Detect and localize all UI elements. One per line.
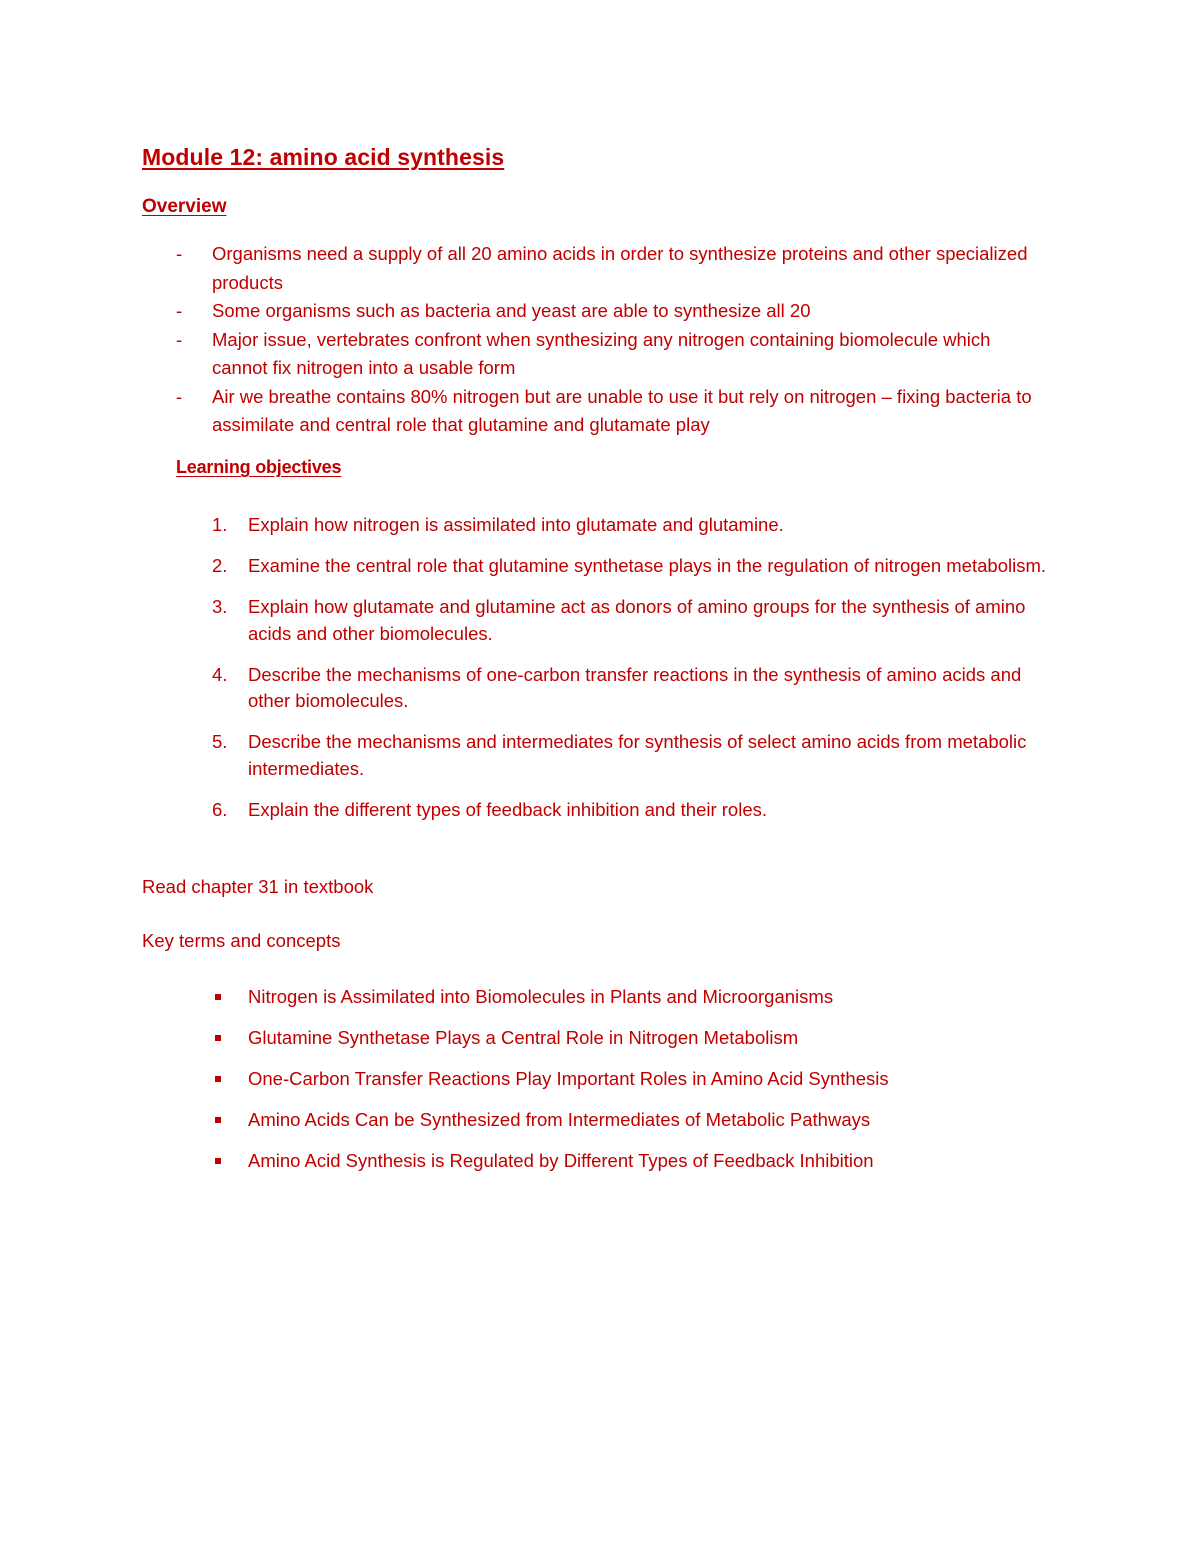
objective-text: Explain how glutamate and glutamine act as donors of amino groups for the synthesis of amino acids and other biomolecules. xyxy=(248,596,1026,644)
overview-item-text: Some organisms such as bacteria and yeast are able to synthesize all 20 xyxy=(212,300,811,321)
key-term-text: Amino Acids Can be Synthesized from Intermediates of Metabolic Pathways xyxy=(248,1109,871,1130)
key-term-item xyxy=(142,1066,1052,1092)
objective-text: Examine the central role that glutamine synthetase plays in the regulation of nitrogen metabolism. xyxy=(248,555,1047,576)
objective-number: 5. xyxy=(212,731,228,752)
key-term-text: Glutamine Synthetase Plays a Central Role in Nitrogen Metabolism xyxy=(248,1027,799,1048)
objective-number: 6. xyxy=(212,798,228,820)
key-terms-heading: Key terms and concepts xyxy=(142,930,341,951)
key-term-text: One-Carbon Transfer Reactions Play Important Roles in Amino Acid Synthesis xyxy=(248,1068,889,1089)
square-bullet-icon xyxy=(215,994,221,1000)
square-bullet-icon xyxy=(215,1035,221,1041)
dash-bullet-icon: - xyxy=(176,243,183,264)
learning-objectives-list xyxy=(142,512,1052,838)
overview-item xyxy=(142,297,1042,326)
objective-item xyxy=(142,553,1052,580)
reading-assignment: Read chapter 31 in textbook xyxy=(142,876,374,897)
objective-text: Describe the mechanisms and intermediates for synthesis of select amino acids from metabolic intermediates. xyxy=(248,731,1027,779)
key-term-item xyxy=(142,1107,1052,1133)
dash-bullet-icon: - xyxy=(176,300,183,321)
overview-item xyxy=(142,240,1042,297)
objective-item xyxy=(142,729,1052,782)
objective-text: Explain the different types of feedback inhibition and their roles. xyxy=(248,798,768,820)
overview-item-text: Major issue, vertebrates confront when synthesizing any nitrogen containing biomolecule which cannot fix nitrogen into a usable form xyxy=(212,328,991,378)
key-terms-list xyxy=(142,984,1052,1189)
square-bullet-icon xyxy=(215,1158,221,1164)
learning-objectives-heading: Learning objectives xyxy=(176,457,342,477)
objective-number: 2. xyxy=(212,555,228,576)
objective-text: Describe the mechanisms of one-carbon transfer reactions in the synthesis of amino acids and other biomolecules. xyxy=(248,663,1022,711)
overview-list xyxy=(142,240,1042,440)
objective-item xyxy=(142,594,1052,647)
objective-number: 1. xyxy=(212,514,228,535)
key-term-item xyxy=(142,1148,1052,1174)
overview-item-text: Organisms need a supply of all 20 amino acids in order to synthesize proteins and other specialized products xyxy=(212,243,1028,293)
overview-heading: Overview xyxy=(142,196,227,217)
objective-number: 3. xyxy=(212,596,228,617)
dash-bullet-icon: - xyxy=(176,385,183,407)
overview-item xyxy=(142,326,1042,383)
objective-item xyxy=(142,662,1052,715)
page-title: Module 12: amino acid synthesis xyxy=(142,144,505,170)
objective-number: 4. xyxy=(212,663,228,685)
dash-bullet-icon: - xyxy=(176,328,183,350)
key-term-item xyxy=(142,1025,1052,1051)
square-bullet-icon xyxy=(215,1117,221,1123)
overview-item xyxy=(142,383,1042,440)
objective-text: Explain how nitrogen is assimilated into glutamate and glutamine. xyxy=(248,514,784,535)
overview-item-text: Air we breathe contains 80% nitrogen but are unable to use it but rely on nitrogen – fixing bacteria to assimilate and central role that glutamine and glutamate play xyxy=(212,385,1032,435)
key-term-item xyxy=(142,984,1052,1010)
key-term-text: Amino Acid Synthesis is Regulated by Different Types of Feedback Inhibition xyxy=(248,1150,874,1171)
objective-item xyxy=(142,797,1052,824)
square-bullet-icon xyxy=(215,1076,221,1082)
objective-item xyxy=(142,512,1052,539)
key-term-text: Nitrogen is Assimilated into Biomolecules in Plants and Microorganisms xyxy=(248,986,834,1007)
